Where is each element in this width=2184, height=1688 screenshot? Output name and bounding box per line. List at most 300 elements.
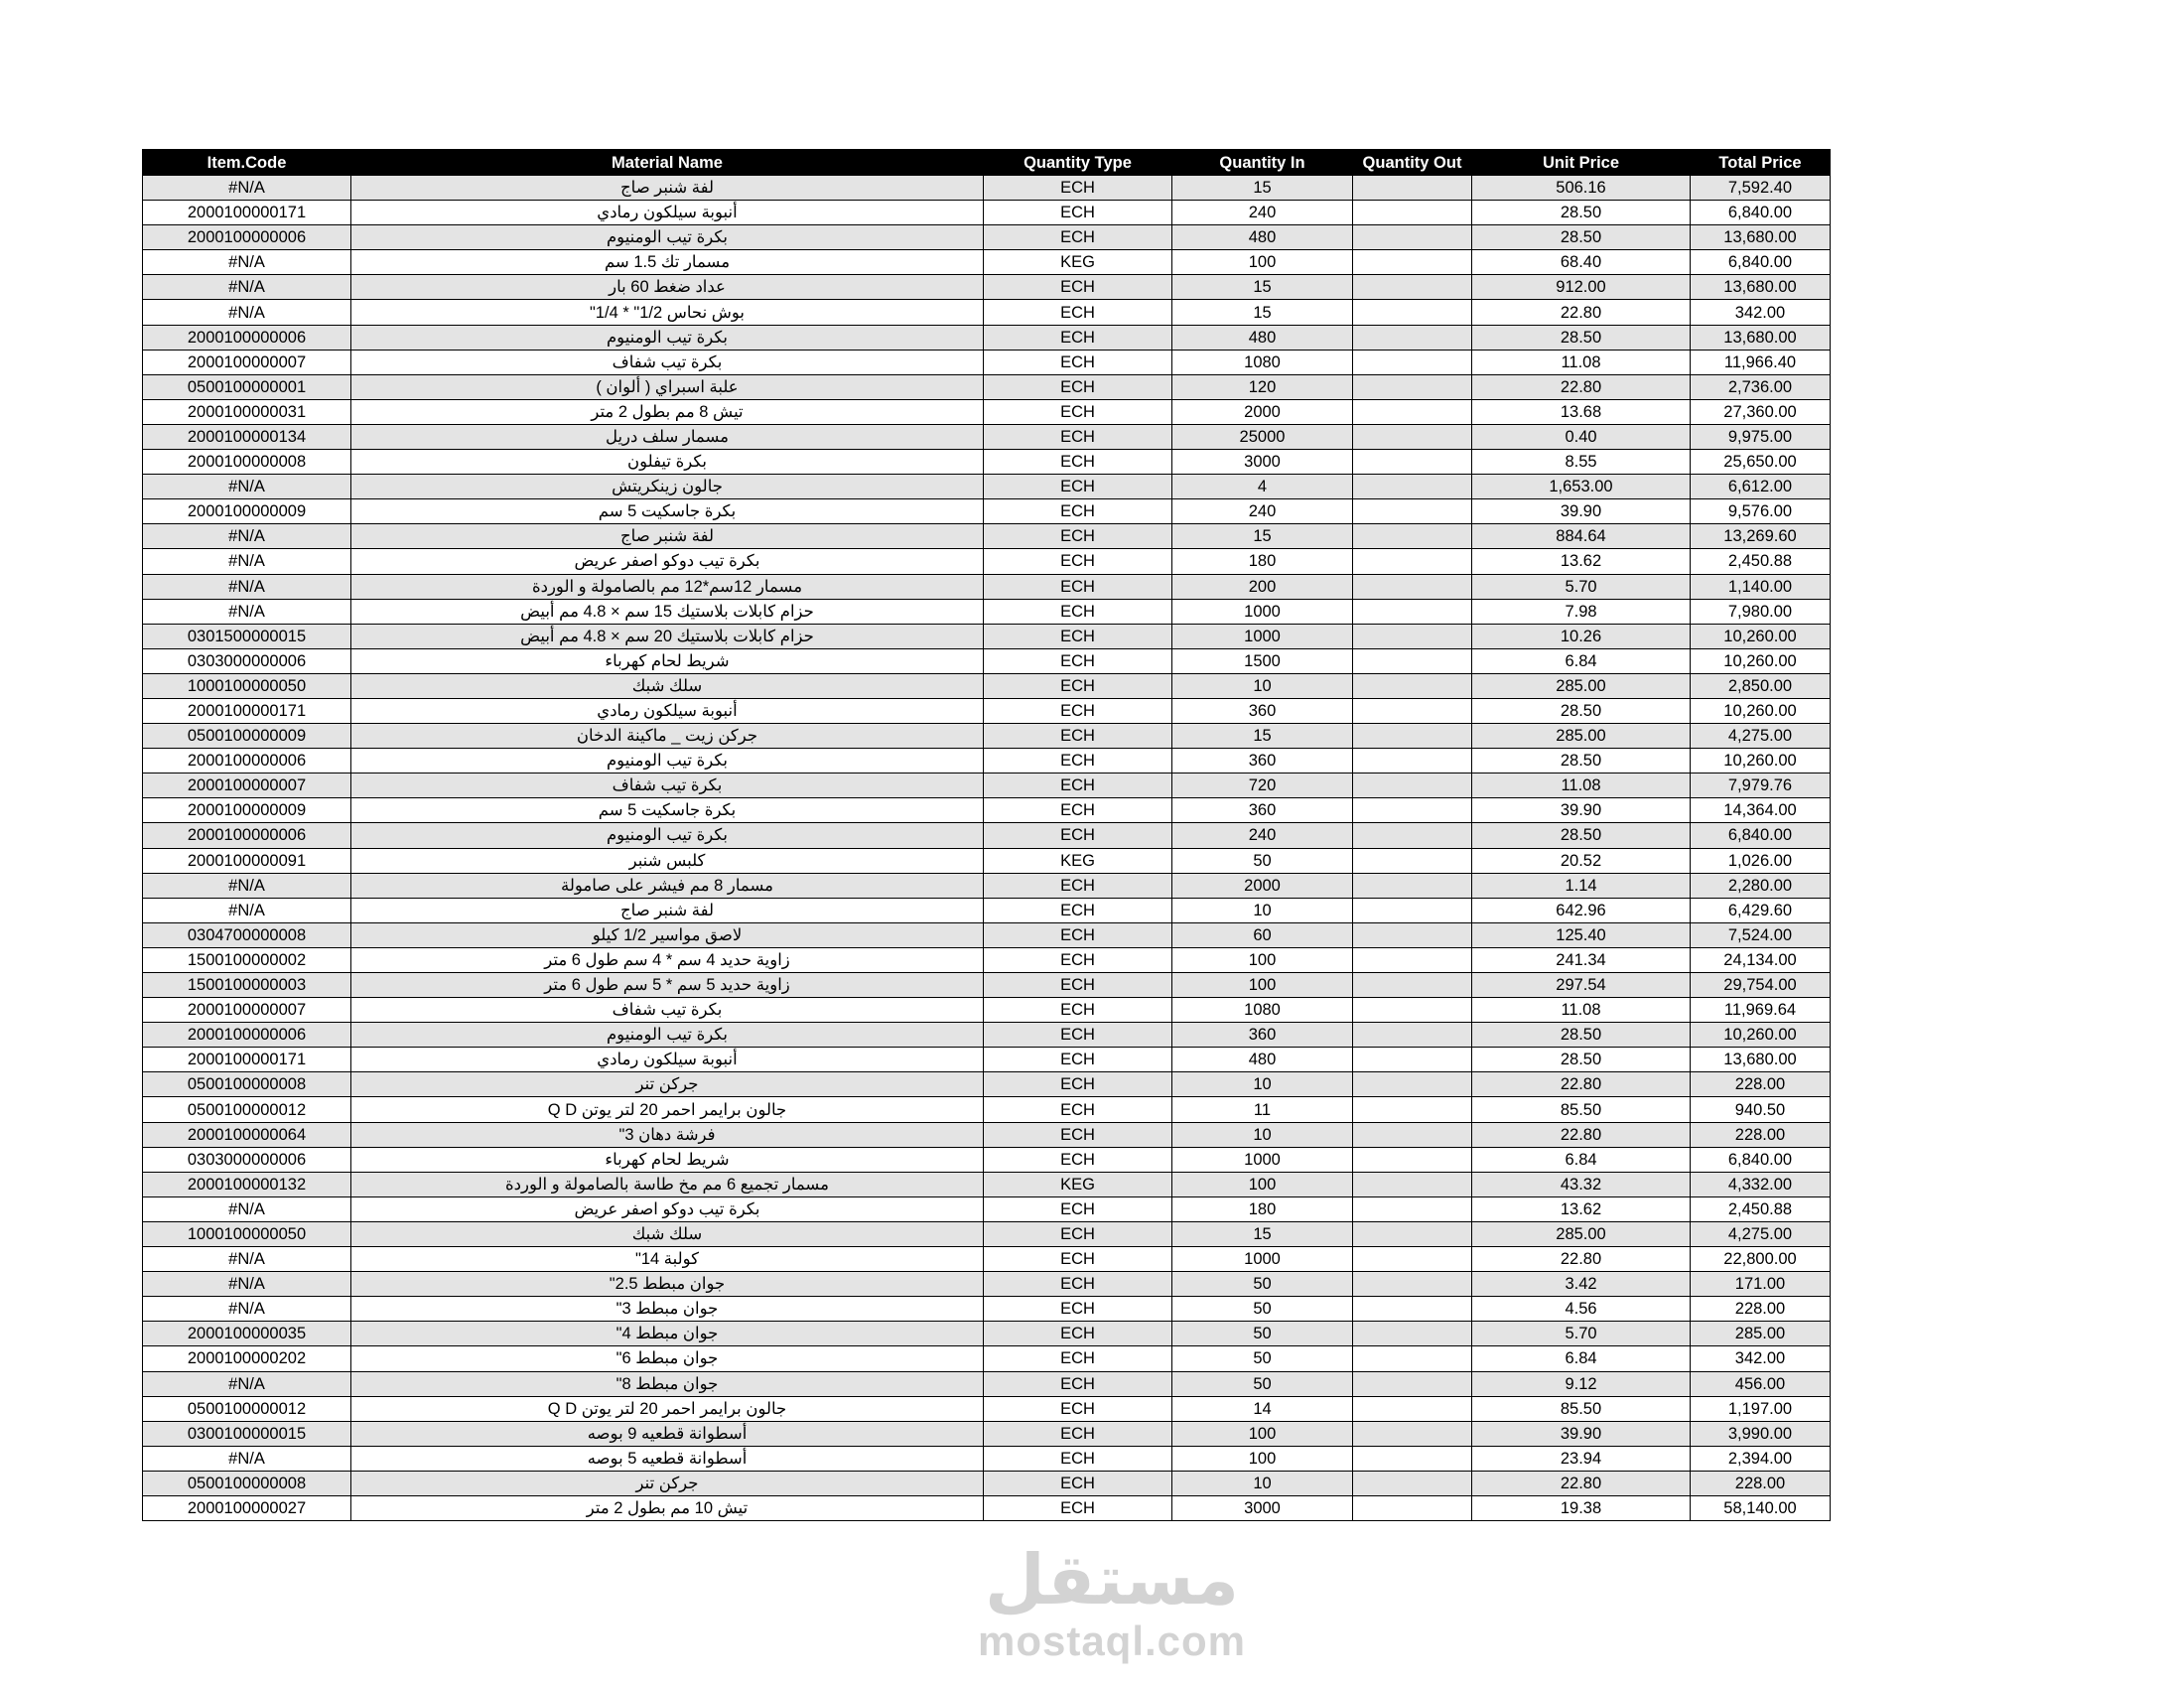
cell-material-name: جركن تنر [351, 1471, 984, 1495]
cell-unit-price: 28.50 [1472, 1023, 1691, 1048]
cell-item-code: 0500100000001 [143, 374, 351, 399]
cell-quantity-in: 1000 [1172, 599, 1353, 624]
cell-quantity-in: 120 [1172, 374, 1353, 399]
cell-quantity-in: 15 [1172, 724, 1353, 749]
cell-quantity-type: ECH [984, 1122, 1172, 1147]
cell-item-code: 2000100000006 [143, 1023, 351, 1048]
cell-quantity-in: 100 [1172, 947, 1353, 972]
cell-item-code: #N/A [143, 574, 351, 599]
cell-quantity-out [1353, 998, 1472, 1023]
cell-quantity-out [1353, 1322, 1472, 1346]
cell-quantity-in: 240 [1172, 823, 1353, 848]
cell-unit-price: 22.80 [1472, 1122, 1691, 1147]
cell-unit-price: 20.52 [1472, 848, 1691, 873]
cell-quantity-in: 1500 [1172, 648, 1353, 673]
cell-quantity-type: ECH [984, 1072, 1172, 1097]
cell-total-price: 2,280.00 [1691, 873, 1831, 898]
cell-quantity-in: 2000 [1172, 399, 1353, 424]
cell-quantity-out [1353, 724, 1472, 749]
cell-quantity-out [1353, 1048, 1472, 1072]
header-quantity-in: Quantity In [1172, 150, 1353, 176]
cell-quantity-in: 15 [1172, 275, 1353, 300]
cell-unit-price: 13.68 [1472, 399, 1691, 424]
cell-quantity-out [1353, 374, 1472, 399]
cell-quantity-in: 50 [1172, 848, 1353, 873]
cell-quantity-type: ECH [984, 1421, 1172, 1446]
table-row [143, 1346, 1831, 1371]
cell-quantity-type: ECH [984, 922, 1172, 947]
cell-quantity-type: ECH [984, 1446, 1172, 1471]
cell-item-code: #N/A [143, 898, 351, 922]
cell-material-name: لفة شنبر صاج [351, 898, 984, 922]
cell-material-name: أنبوبة سيلكون رمادي [351, 1048, 984, 1072]
cell-quantity-type: ECH [984, 374, 1172, 399]
cell-total-price: 10,260.00 [1691, 698, 1831, 723]
cell-quantity-in: 50 [1172, 1371, 1353, 1396]
cell-unit-price: 7.98 [1472, 599, 1691, 624]
cell-quantity-type: ECH [984, 1097, 1172, 1122]
cell-item-code: 2000100000091 [143, 848, 351, 873]
cell-quantity-out [1353, 1172, 1472, 1196]
cell-unit-price: 39.90 [1472, 798, 1691, 823]
cell-quantity-out [1353, 1346, 1472, 1371]
cell-unit-price: 297.54 [1472, 973, 1691, 998]
cell-quantity-out [1353, 574, 1472, 599]
table-row [143, 549, 1831, 574]
cell-quantity-type: ECH [984, 1322, 1172, 1346]
cell-quantity-type: ECH [984, 1297, 1172, 1322]
cell-quantity-type: ECH [984, 300, 1172, 325]
table-row [143, 1072, 1831, 1097]
cell-quantity-in: 10 [1172, 1122, 1353, 1147]
header-quantity-type: Quantity Type [984, 150, 1172, 176]
cell-quantity-in: 3000 [1172, 450, 1353, 475]
cell-quantity-type: ECH [984, 798, 1172, 823]
cell-total-price: 22,800.00 [1691, 1247, 1831, 1272]
cell-material-name: بكرة تيب شفاف [351, 774, 984, 798]
table-row [143, 201, 1831, 225]
table-row [143, 499, 1831, 524]
cell-unit-price: 11.08 [1472, 350, 1691, 374]
cell-total-price: 228.00 [1691, 1122, 1831, 1147]
cell-quantity-out [1353, 1247, 1472, 1272]
cell-item-code: #N/A [143, 176, 351, 201]
cell-item-code: 2000100000171 [143, 698, 351, 723]
cell-unit-price: 5.70 [1472, 574, 1691, 599]
cell-item-code: #N/A [143, 1297, 351, 1322]
header-item-code: Item.Code [143, 150, 351, 176]
cell-quantity-out [1353, 524, 1472, 549]
cell-material-name: أنبوبة سيلكون رمادي [351, 698, 984, 723]
cell-quantity-in: 100 [1172, 250, 1353, 275]
cell-material-name: لفة شنبر صاج [351, 176, 984, 201]
cell-quantity-type: ECH [984, 1147, 1172, 1172]
cell-material-name: بكرة تيب شفاف [351, 998, 984, 1023]
cell-quantity-in: 10 [1172, 1072, 1353, 1097]
cell-quantity-out [1353, 947, 1472, 972]
cell-total-price: 10,260.00 [1691, 648, 1831, 673]
cell-quantity-type: ECH [984, 201, 1172, 225]
cell-item-code: 2000100000007 [143, 774, 351, 798]
table-row [143, 1097, 1831, 1122]
cell-material-name: جوان مبطط 3" [351, 1297, 984, 1322]
cell-quantity-type: ECH [984, 549, 1172, 574]
cell-material-name: بكرة تيب الومنيوم [351, 325, 984, 350]
cell-quantity-type: ECH [984, 973, 1172, 998]
cell-total-price: 7,979.76 [1691, 774, 1831, 798]
cell-unit-price: 884.64 [1472, 524, 1691, 549]
cell-quantity-out [1353, 1122, 1472, 1147]
cell-quantity-in: 180 [1172, 1196, 1353, 1221]
cell-item-code: 2000100000202 [143, 1346, 351, 1371]
cell-quantity-out [1353, 499, 1472, 524]
cell-quantity-type: ECH [984, 399, 1172, 424]
cell-quantity-out [1353, 1147, 1472, 1172]
cell-quantity-out [1353, 1471, 1472, 1495]
cell-total-price: 285.00 [1691, 1322, 1831, 1346]
table-row [143, 1371, 1831, 1396]
table-row [143, 374, 1831, 399]
cell-quantity-type: ECH [984, 1196, 1172, 1221]
cell-quantity-out [1353, 1396, 1472, 1421]
cell-unit-price: 85.50 [1472, 1396, 1691, 1421]
cell-total-price: 7,980.00 [1691, 599, 1831, 624]
cell-quantity-in: 720 [1172, 774, 1353, 798]
table-row [143, 947, 1831, 972]
cell-unit-price: 28.50 [1472, 1048, 1691, 1072]
cell-unit-price: 285.00 [1472, 1221, 1691, 1246]
table-row [143, 1147, 1831, 1172]
cell-item-code: 2000100000006 [143, 749, 351, 774]
cell-quantity-in: 50 [1172, 1346, 1353, 1371]
cell-total-price: 171.00 [1691, 1272, 1831, 1297]
cell-item-code: #N/A [143, 1272, 351, 1297]
cell-item-code: 2000100000006 [143, 225, 351, 250]
cell-unit-price: 8.55 [1472, 450, 1691, 475]
cell-quantity-type: ECH [984, 1048, 1172, 1072]
table-row [143, 1471, 1831, 1495]
cell-quantity-in: 200 [1172, 574, 1353, 599]
cell-item-code: 0500100000012 [143, 1396, 351, 1421]
cell-quantity-out [1353, 1023, 1472, 1048]
cell-item-code: #N/A [143, 599, 351, 624]
cell-total-price: 342.00 [1691, 1346, 1831, 1371]
cell-item-code: 0500100000008 [143, 1072, 351, 1097]
cell-total-price: 6,840.00 [1691, 201, 1831, 225]
cell-item-code: #N/A [143, 300, 351, 325]
cell-unit-price: 10.26 [1472, 624, 1691, 648]
cell-quantity-type: ECH [984, 1396, 1172, 1421]
cell-material-name: مسمار 12سم*12 مم بالصامولة و الوردة [351, 574, 984, 599]
cell-quantity-out [1353, 399, 1472, 424]
cell-item-code: 1500100000003 [143, 973, 351, 998]
cell-unit-price: 5.70 [1472, 1322, 1691, 1346]
cell-unit-price: 13.62 [1472, 1196, 1691, 1221]
cell-unit-price: 39.90 [1472, 499, 1691, 524]
table-row [143, 176, 1831, 201]
cell-total-price: 6,612.00 [1691, 475, 1831, 499]
cell-quantity-type: ECH [984, 499, 1172, 524]
cell-unit-price: 241.34 [1472, 947, 1691, 972]
cell-total-price: 2,736.00 [1691, 374, 1831, 399]
cell-item-code: 2000100000134 [143, 424, 351, 449]
cell-total-price: 1,197.00 [1691, 1396, 1831, 1421]
cell-quantity-type: ECH [984, 1023, 1172, 1048]
cell-total-price: 10,260.00 [1691, 624, 1831, 648]
cell-unit-price: 28.50 [1472, 749, 1691, 774]
header-material-name: Material Name [351, 150, 984, 176]
cell-total-price: 3,990.00 [1691, 1421, 1831, 1446]
cell-material-name: شريط لحام كهرباء [351, 1147, 984, 1172]
cell-material-name: جركن زيت _ ماكينة الدخان [351, 724, 984, 749]
cell-unit-price: 13.62 [1472, 549, 1691, 574]
cell-quantity-type: ECH [984, 823, 1172, 848]
cell-quantity-out [1353, 823, 1472, 848]
cell-quantity-in: 180 [1172, 549, 1353, 574]
cell-quantity-in: 1000 [1172, 624, 1353, 648]
cell-quantity-in: 240 [1172, 201, 1353, 225]
cell-total-price: 11,966.40 [1691, 350, 1831, 374]
cell-material-name: جالون زينكريتش [351, 475, 984, 499]
cell-unit-price: 28.50 [1472, 325, 1691, 350]
cell-quantity-in: 10 [1172, 673, 1353, 698]
cell-total-price: 940.50 [1691, 1097, 1831, 1122]
cell-quantity-out [1353, 1272, 1472, 1297]
table-row [143, 798, 1831, 823]
table-row [143, 973, 1831, 998]
cell-quantity-out [1353, 749, 1472, 774]
cell-quantity-type: ECH [984, 275, 1172, 300]
cell-material-name: جوان مبطط 2.5" [351, 1272, 984, 1297]
cell-quantity-type: ECH [984, 475, 1172, 499]
cell-quantity-in: 4 [1172, 475, 1353, 499]
cell-item-code: 2000100000006 [143, 325, 351, 350]
cell-total-price: 7,524.00 [1691, 922, 1831, 947]
cell-item-code: #N/A [143, 524, 351, 549]
header-quantity-out: Quantity Out [1353, 150, 1472, 176]
table-row [143, 873, 1831, 898]
cell-quantity-in: 15 [1172, 524, 1353, 549]
cell-quantity-type: ECH [984, 947, 1172, 972]
cell-quantity-in: 1000 [1172, 1147, 1353, 1172]
table-row [143, 424, 1831, 449]
table-row [143, 1396, 1831, 1421]
cell-quantity-in: 10 [1172, 1471, 1353, 1495]
table-row [143, 524, 1831, 549]
cell-quantity-type: ECH [984, 1371, 1172, 1396]
cell-quantity-type: ECH [984, 698, 1172, 723]
header-total-price: Total Price [1691, 150, 1831, 176]
cell-quantity-out [1353, 1495, 1472, 1520]
cell-total-price: 456.00 [1691, 1371, 1831, 1396]
cell-quantity-type: ECH [984, 998, 1172, 1023]
table-row [143, 1247, 1831, 1272]
cell-total-price: 1,140.00 [1691, 574, 1831, 599]
cell-item-code: 2000100000064 [143, 1122, 351, 1147]
cell-item-code: 0500100000012 [143, 1097, 351, 1122]
cell-item-code: 2000100000008 [143, 450, 351, 475]
cell-quantity-in: 50 [1172, 1272, 1353, 1297]
cell-material-name: بكرة تيب الومنيوم [351, 1023, 984, 1048]
cell-quantity-out [1353, 1371, 1472, 1396]
cell-quantity-type: KEG [984, 1172, 1172, 1196]
cell-quantity-in: 360 [1172, 698, 1353, 723]
cell-material-name: بكرة تيب دوكو اصفر عريض [351, 1196, 984, 1221]
cell-total-price: 6,429.60 [1691, 898, 1831, 922]
cell-quantity-type: ECH [984, 524, 1172, 549]
table-row [143, 350, 1831, 374]
cell-quantity-in: 240 [1172, 499, 1353, 524]
cell-quantity-in: 100 [1172, 1172, 1353, 1196]
cell-material-name: جوان مبطط 4" [351, 1322, 984, 1346]
cell-quantity-out [1353, 1297, 1472, 1322]
cell-quantity-type: ECH [984, 648, 1172, 673]
cell-item-code: 2000100000009 [143, 499, 351, 524]
table-row [143, 300, 1831, 325]
cell-material-name: جوان مبطط 6" [351, 1346, 984, 1371]
cell-quantity-type: ECH [984, 673, 1172, 698]
cell-total-price: 2,394.00 [1691, 1446, 1831, 1471]
cell-total-price: 25,650.00 [1691, 450, 1831, 475]
table-row [143, 1122, 1831, 1147]
cell-quantity-type: ECH [984, 1495, 1172, 1520]
cell-material-name: عداد ضغط 60 بار [351, 275, 984, 300]
cell-total-price: 11,969.64 [1691, 998, 1831, 1023]
cell-unit-price: 506.16 [1472, 176, 1691, 201]
cell-quantity-out [1353, 673, 1472, 698]
cell-quantity-out [1353, 1097, 1472, 1122]
cell-unit-price: 6.84 [1472, 1346, 1691, 1371]
cell-quantity-out [1353, 250, 1472, 275]
table-row [143, 1172, 1831, 1196]
cell-unit-price: 28.50 [1472, 823, 1691, 848]
cell-material-name: أسطوانة قطعيه 9 بوصه [351, 1421, 984, 1446]
cell-total-price: 2,450.88 [1691, 549, 1831, 574]
cell-quantity-in: 50 [1172, 1322, 1353, 1346]
cell-material-name: تيش 8 مم بطول 2 متر [351, 399, 984, 424]
cell-total-price: 1,026.00 [1691, 848, 1831, 873]
cell-unit-price: 22.80 [1472, 1471, 1691, 1495]
cell-material-name: فرشة دهان 3" [351, 1122, 984, 1147]
cell-quantity-out [1353, 1221, 1472, 1246]
cell-material-name: شريط لحام كهرباء [351, 648, 984, 673]
cell-material-name: كولبة 14" [351, 1247, 984, 1272]
cell-total-price: 13,680.00 [1691, 325, 1831, 350]
cell-quantity-type: ECH [984, 1471, 1172, 1495]
cell-quantity-out [1353, 873, 1472, 898]
cell-unit-price: 22.80 [1472, 300, 1691, 325]
cell-quantity-in: 10 [1172, 898, 1353, 922]
table-row [143, 922, 1831, 947]
cell-quantity-type: ECH [984, 774, 1172, 798]
cell-unit-price: 28.50 [1472, 698, 1691, 723]
cell-material-name: بكرة تيفلون [351, 450, 984, 475]
cell-material-name: بوش نحاس 1/2" * 1/4" [351, 300, 984, 325]
table-row [143, 325, 1831, 350]
cell-quantity-type: ECH [984, 1346, 1172, 1371]
table-row [143, 225, 1831, 250]
cell-total-price: 2,450.88 [1691, 1196, 1831, 1221]
table-row [143, 1421, 1831, 1446]
table-row [143, 1048, 1831, 1072]
cell-total-price: 13,680.00 [1691, 225, 1831, 250]
cell-total-price: 9,975.00 [1691, 424, 1831, 449]
table-row [143, 823, 1831, 848]
materials-table [142, 149, 1831, 1521]
cell-quantity-out [1353, 350, 1472, 374]
cell-quantity-in: 480 [1172, 225, 1353, 250]
cell-item-code: 2000100000009 [143, 798, 351, 823]
cell-quantity-out [1353, 648, 1472, 673]
table-row [143, 599, 1831, 624]
cell-quantity-out [1353, 624, 1472, 648]
cell-material-name: لفة شنبر صاج [351, 524, 984, 549]
cell-item-code: 2000100000006 [143, 823, 351, 848]
cell-material-name: سلك شبك [351, 673, 984, 698]
cell-total-price: 2,850.00 [1691, 673, 1831, 698]
cell-material-name: مسمار تك 1.5 سم [351, 250, 984, 275]
cell-unit-price: 28.50 [1472, 201, 1691, 225]
cell-unit-price: 285.00 [1472, 673, 1691, 698]
cell-unit-price: 22.80 [1472, 1247, 1691, 1272]
watermark-latin-logo: mostaql.com [977, 1618, 1247, 1664]
cell-total-price: 4,275.00 [1691, 1221, 1831, 1246]
cell-quantity-type: ECH [984, 873, 1172, 898]
cell-item-code: 0301500000015 [143, 624, 351, 648]
cell-quantity-in: 1000 [1172, 1247, 1353, 1272]
cell-total-price: 13,680.00 [1691, 1048, 1831, 1072]
table-row [143, 724, 1831, 749]
cell-quantity-type: ECH [984, 1247, 1172, 1272]
cell-quantity-out [1353, 549, 1472, 574]
cell-item-code: 1000100000050 [143, 673, 351, 698]
cell-quantity-out [1353, 599, 1472, 624]
cell-item-code: 2000100000027 [143, 1495, 351, 1520]
cell-item-code: 0303000000006 [143, 1147, 351, 1172]
cell-material-name: جركن تنر [351, 1072, 984, 1097]
cell-item-code: 2000100000007 [143, 998, 351, 1023]
cell-quantity-out [1353, 225, 1472, 250]
cell-item-code: #N/A [143, 873, 351, 898]
table-row [143, 574, 1831, 599]
cell-quantity-type: ECH [984, 1221, 1172, 1246]
cell-quantity-out [1353, 848, 1472, 873]
cell-unit-price: 4.56 [1472, 1297, 1691, 1322]
table-row [143, 1297, 1831, 1322]
cell-quantity-in: 15 [1172, 1221, 1353, 1246]
cell-total-price: 24,134.00 [1691, 947, 1831, 972]
table-row [143, 698, 1831, 723]
table-row [143, 1196, 1831, 1221]
cell-quantity-in: 60 [1172, 922, 1353, 947]
cell-material-name: كلبس شنبر [351, 848, 984, 873]
cell-unit-price: 22.80 [1472, 1072, 1691, 1097]
cell-material-name: أنبوبة سيلكون رمادي [351, 201, 984, 225]
cell-quantity-type: ECH [984, 350, 1172, 374]
cell-quantity-out [1353, 698, 1472, 723]
cell-total-price: 9,576.00 [1691, 499, 1831, 524]
cell-quantity-out [1353, 1421, 1472, 1446]
table-row [143, 1495, 1831, 1520]
cell-quantity-in: 360 [1172, 1023, 1353, 1048]
cell-quantity-in: 25000 [1172, 424, 1353, 449]
cell-material-name: حزام كابلات بلاستيك 20 سم × 4.8 مم أبيض [351, 624, 984, 648]
cell-item-code: #N/A [143, 275, 351, 300]
cell-quantity-out [1353, 300, 1472, 325]
cell-unit-price: 19.38 [1472, 1495, 1691, 1520]
cell-material-name: بكرة تيب شفاف [351, 350, 984, 374]
cell-unit-price: 11.08 [1472, 774, 1691, 798]
